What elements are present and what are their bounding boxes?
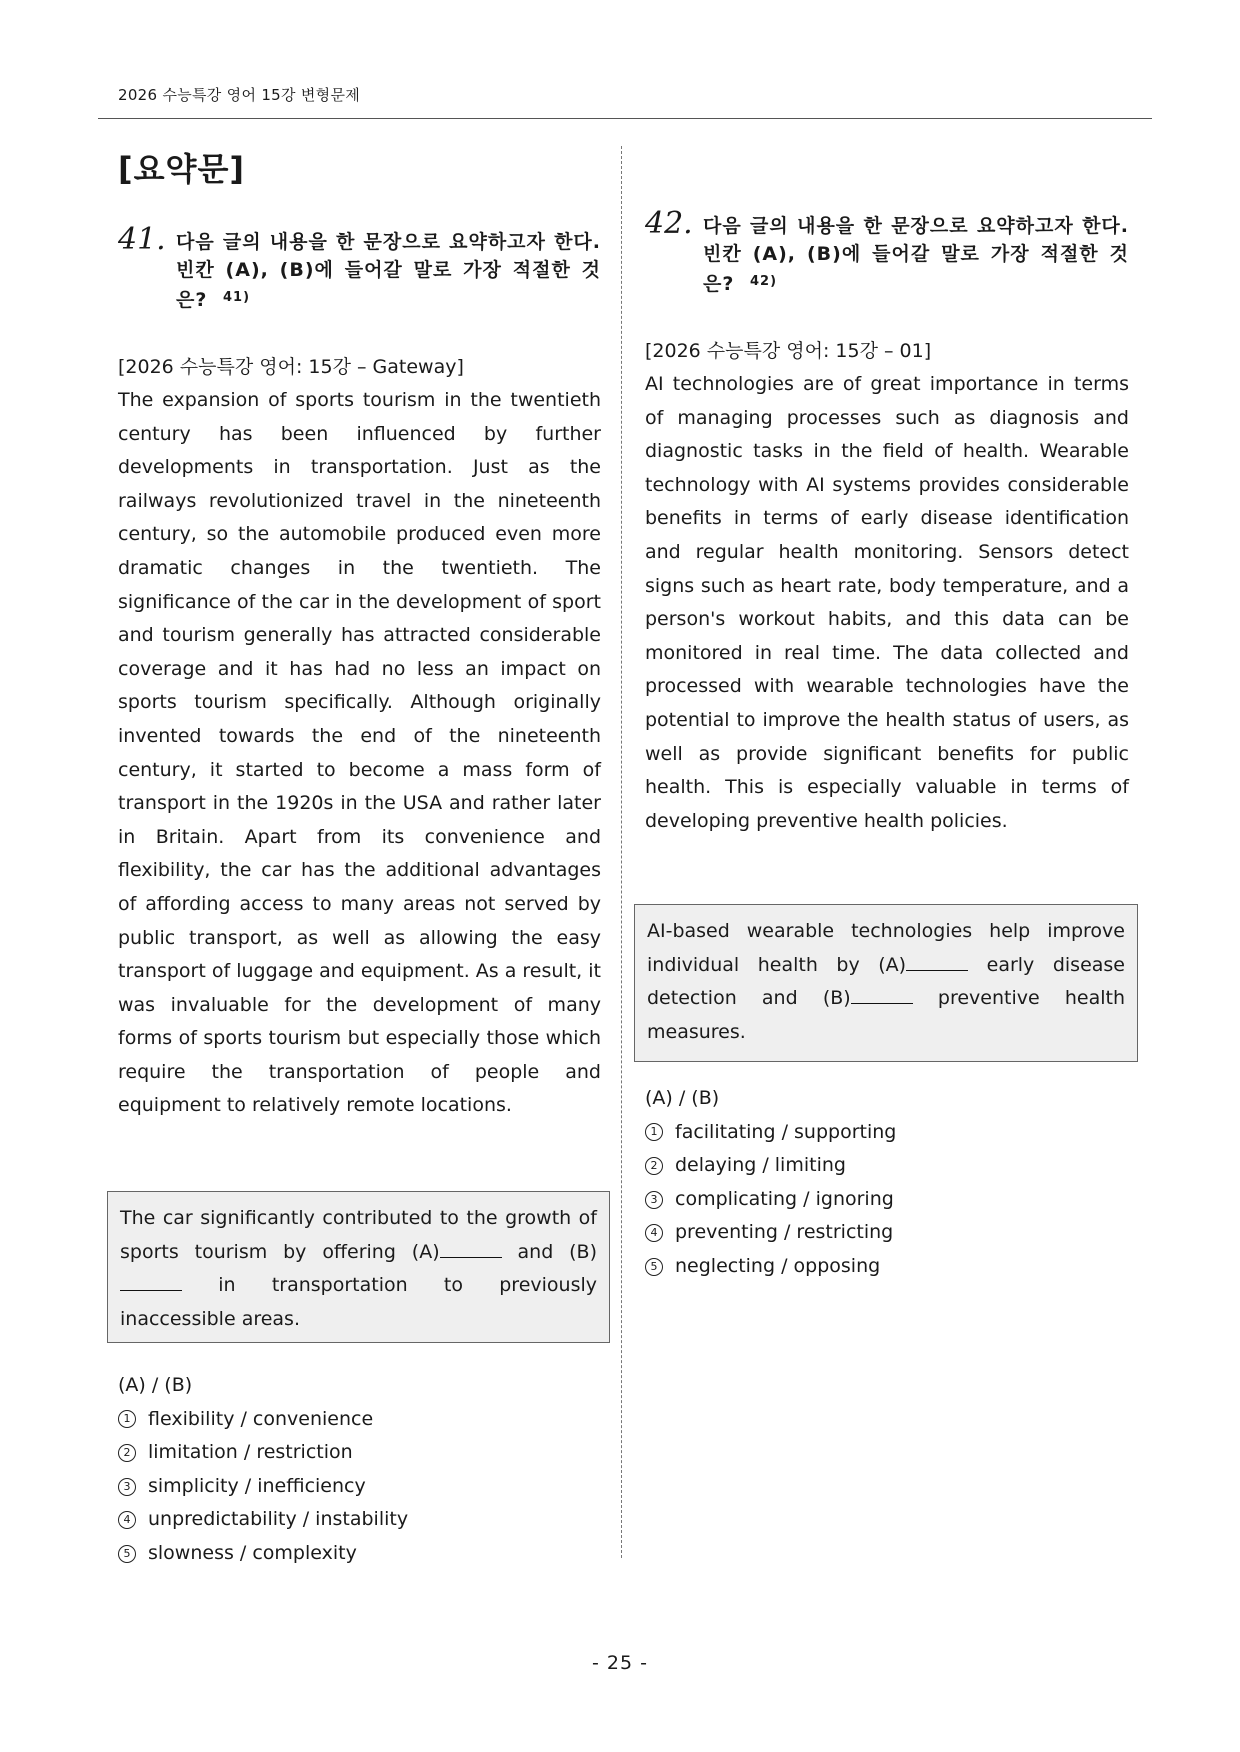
summary-text-part1: The car significantly contributed to the growth of sports tourism by offering (A)	[120, 1207, 597, 1263]
summary-text-part1: AI-based wearable technologies help improve individual health by (A)	[647, 920, 1125, 976]
circled-number: 4	[645, 1224, 663, 1242]
option-3[interactable]	[118, 1470, 601, 1504]
option-text: delaying / limiting	[675, 1154, 846, 1177]
option-text: preventing / restricting	[675, 1221, 894, 1244]
footnote-ref: 41)	[223, 290, 251, 305]
option-list	[645, 1116, 1129, 1284]
option-4[interactable]	[118, 1503, 601, 1537]
passage: The expansion of sports tourism in the twentieth century has been influenced by further developments in transportation. Just as the railways revolutionized travel in the nineteenth century, so the automobile produced even more dramatic changes in the twentieth. The significance of the car in the development of sport and tourism generally has attracted considerable coverage and it has had no less an impact on sports tourism specifically. Although originally invented towards the end of the nineteenth century, it started to become a mass form of transport in the 1920s in the USA and rather later in Britain. Apart from its convenience and flexibility, the car has the additional advantages of affording access to many areas not served by public transport, as well as allowing the easy transport of luggage and equipment. As a result, it was invaluable for the development of many forms of sports tourism but especially those which require the transportation of people and equipment to relatively remote locations.	[118, 389, 601, 1117]
circled-number: 1	[645, 1123, 663, 1141]
options-header: (A) / (B)	[645, 1087, 720, 1109]
option-text: unpredictability / instability	[148, 1508, 409, 1531]
option-2[interactable]	[118, 1436, 601, 1470]
option-text: neglecting / opposing	[675, 1254, 881, 1277]
page-number: - 25 -	[592, 1652, 648, 1674]
question-prompt	[176, 228, 601, 314]
summary-text-part2: and (B)	[501, 1240, 597, 1263]
question-number: 41.	[118, 222, 166, 257]
header-rule	[98, 118, 1152, 119]
option-4[interactable]	[645, 1216, 1129, 1250]
circled-number: 1	[118, 1410, 136, 1428]
source-line: [2026 수능특강 영어: 15강 – Gateway]	[118, 356, 464, 378]
options-41	[118, 1369, 601, 1571]
passage: AI technologies are of great importance in terms of managing processes such as diagnosis and diagnostic tasks in the field of health. Wearable technology with AI systems provides considerable benefits in terms of early disease identification and regular health monitoring. Sensors detect signs such as heart rate, body temperature, and a person's workout habits, and this data can be monitored in real time. The data collected and processed with wearable technologies have the potential to improve the health status of users, as well as provide significant benefits for public health. This is especially valuable in terms of developing preventive health policies.	[645, 373, 1129, 832]
circled-number: 4	[118, 1511, 136, 1529]
option-text: slowness / complexity	[148, 1541, 357, 1564]
option-text: facilitating / supporting	[675, 1120, 897, 1143]
blank-a	[906, 952, 968, 971]
source-line: [2026 수능특강 영어: 15강 – 01]	[645, 340, 932, 362]
question-prompt-text: 다음 글의 내용을 한 문장으로 요약하고자 한다. 빈칸 (A), (B)에 들어갈 말로 가장 적절한 것은?	[703, 215, 1129, 295]
question-41	[118, 222, 601, 1123]
option-1[interactable]	[645, 1116, 1129, 1150]
option-text: simplicity / inefficiency	[148, 1474, 366, 1497]
option-5[interactable]	[645, 1250, 1129, 1284]
blank-b	[851, 985, 913, 1004]
circled-number: 3	[645, 1191, 663, 1209]
question-prompt-text: 다음 글의 내용을 한 문장으로 요약하고자 한다. 빈칸 (A), (B)에 들어갈 말로 가장 적절한 것은?	[176, 231, 601, 311]
option-list	[118, 1403, 601, 1571]
option-text: limitation / restriction	[148, 1441, 353, 1464]
option-3[interactable]	[645, 1183, 1129, 1217]
summary-text-part3: in transportation to previously inaccessible areas.	[120, 1274, 597, 1330]
options-header: (A) / (B)	[118, 1374, 193, 1396]
option-2[interactable]	[645, 1149, 1129, 1183]
summary-box-41	[107, 1191, 610, 1343]
question-42	[645, 206, 1129, 838]
circled-number: 2	[645, 1157, 663, 1175]
question-header	[645, 206, 1129, 298]
options-42	[645, 1082, 1129, 1284]
summary-box-42	[634, 904, 1138, 1062]
question-prompt	[703, 212, 1129, 298]
running-header: 2026 수능특강 영어 15강 변형문제	[118, 86, 361, 104]
column-divider	[621, 146, 622, 1558]
circled-number: 3	[118, 1478, 136, 1496]
option-text: flexibility / convenience	[148, 1407, 374, 1430]
option-5[interactable]	[118, 1537, 601, 1571]
question-header	[118, 222, 601, 314]
circled-number: 2	[118, 1444, 136, 1462]
question-number: 42.	[645, 206, 693, 241]
blank-b	[120, 1272, 182, 1291]
option-1[interactable]	[118, 1403, 601, 1437]
option-text: complicating / ignoring	[675, 1187, 894, 1210]
summary-text-part3: preventive health measures.	[647, 987, 1125, 1043]
blank-a	[440, 1239, 502, 1258]
footnote-ref: 42)	[750, 274, 778, 289]
circled-number: 5	[645, 1258, 663, 1276]
circled-number: 5	[118, 1545, 136, 1563]
summary-text-part2: early disease detection and (B)	[647, 953, 1125, 1010]
section-title: [요약문]	[118, 150, 245, 188]
